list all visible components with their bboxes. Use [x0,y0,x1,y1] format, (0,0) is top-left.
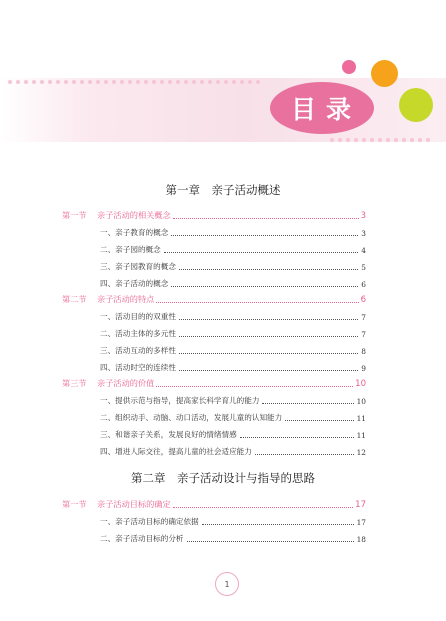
entry-page: 4 [361,246,366,255]
section-number: 第一节 [62,499,87,509]
dot-leader [173,217,359,219]
toc-entry[interactable] [100,360,366,373]
dot-leader [179,335,358,337]
toc-entry[interactable] [100,225,366,238]
entry-page: 11 [356,431,366,440]
section-page: 3 [360,211,366,221]
entry-title: 二、亲子园的概念 [100,245,161,254]
dot-leader [179,352,358,354]
green-circle-decoration [399,88,433,122]
section-number: 第二节 [62,294,87,304]
pink-dot-decoration [342,60,356,74]
dot-leader [262,402,353,404]
section-row[interactable] [62,497,366,510]
section-row[interactable] [62,208,366,221]
entry-page: 5 [361,263,366,272]
chapter-title: 第二章 亲子活动设计与指导的思路 [131,471,315,485]
section-title: 亲子活动的价值 [97,378,155,388]
section-title: 亲子活动目标的确定 [97,499,171,509]
section-row[interactable] [62,292,366,305]
header-band [0,78,446,142]
entry-page: 7 [361,330,366,339]
entry-title: 一、亲子教育的概念 [100,228,169,237]
entry-title: 一、亲子活动目标的确定依据 [100,517,199,526]
toc-entry[interactable] [100,343,366,356]
page-number-badge: 1 [215,572,239,596]
entry-page: 17 [356,518,366,527]
entry-title: 二、亲子活动目标的分析 [100,534,184,543]
toc-entry[interactable] [100,242,366,255]
entry-title: 二、组织动手、动脑、动口活动，发展儿童的认知能力 [100,413,283,422]
entry-page: 18 [356,535,366,544]
dot-leader [173,506,353,508]
entry-page: 6 [361,280,366,289]
toc-entry[interactable] [100,444,366,457]
section-page: 17 [355,500,366,510]
decorative-dots-top [8,80,260,84]
section-row[interactable] [62,376,366,389]
toc-entry[interactable] [100,309,366,322]
dot-leader [179,318,358,320]
dot-leader [171,285,358,287]
entry-title: 三、活动互动的多样性 [100,346,176,355]
dot-leader [179,268,358,270]
entry-title: 一、活动目的的双重性 [100,312,176,321]
toc-entry[interactable] [100,276,366,289]
entry-title: 一、提供示范与指导，提高家长科学育儿的能力 [100,396,260,405]
toc-entry[interactable] [100,393,366,406]
toc-entry[interactable] [100,531,366,544]
dot-leader [156,301,358,303]
toc-entry[interactable] [100,514,366,527]
section-title: 亲子活动的相关概念 [97,210,171,220]
toc-entry[interactable] [100,259,366,272]
toc-entry[interactable] [100,427,366,440]
orange-circle-decoration [371,60,398,87]
section-number: 第一节 [62,210,87,220]
section-page: 10 [355,379,366,389]
entry-title: 二、活动主体的多元性 [100,329,176,338]
decorative-dots-bottom [330,138,430,142]
dot-leader [164,251,359,253]
dot-leader [179,369,358,371]
entry-page: 3 [361,229,366,238]
toc-entry[interactable] [100,326,366,339]
toc-entry[interactable] [100,410,366,423]
entry-page: 12 [356,448,366,457]
section-number: 第三节 [62,378,87,388]
entry-page: 8 [361,347,366,356]
section-title: 亲子活动的特点 [97,294,155,304]
entry-title: 四、亲子活动的概念 [100,279,169,288]
chapter-title: 第一章 亲子活动概述 [165,183,281,197]
dot-leader [285,419,353,421]
entry-title: 四、增进人际交往，提高儿童的社会适应能力 [100,447,252,456]
dot-leader [202,523,354,525]
dot-leader [255,453,354,455]
section-page: 6 [360,295,366,305]
entry-page: 9 [361,364,366,373]
entry-title: 三、亲子园教育的概念 [100,262,176,271]
page-title: 目录 [270,82,374,134]
dot-leader [171,234,358,236]
entry-page: 7 [361,313,366,322]
dot-leader [187,540,354,542]
entry-page: 10 [356,397,366,406]
entry-title: 四、活动时空的连续性 [100,363,176,372]
dot-leader [156,385,353,387]
dot-leader [240,436,354,438]
entry-title: 三、和谐亲子关系，发展良好的情绪情感 [100,430,237,439]
entry-page: 11 [356,414,366,423]
